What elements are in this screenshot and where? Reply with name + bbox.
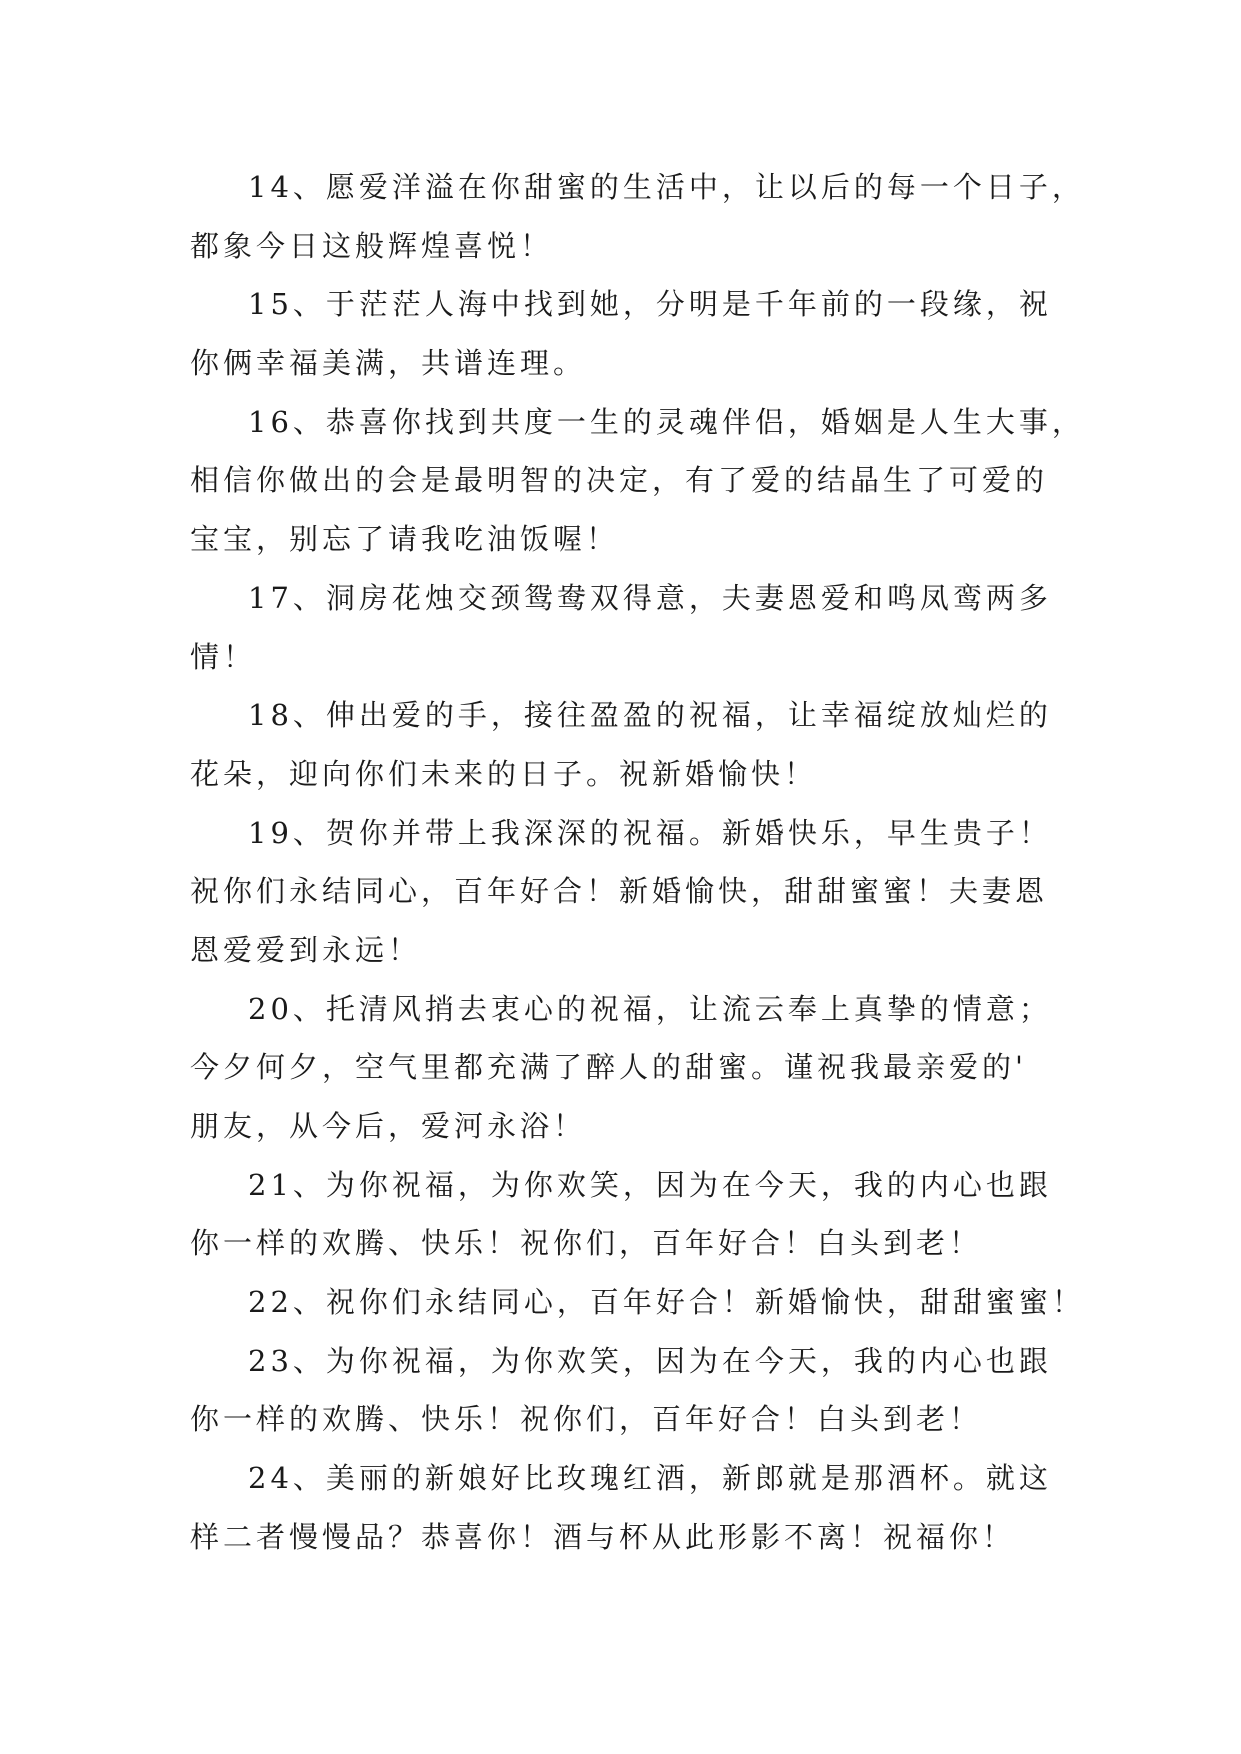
text-line: 祝你们永结同心，百年好合！新婚愉快，甜甜蜜蜜！夫妻恩	[190, 874, 1049, 909]
text-line: 21、为你祝福，为你欢笑，因为在今天，我的内心也跟	[248, 1167, 1052, 1202]
document-body	[190, 158, 1085, 1567]
text-line: 17、洞房花烛交颈鸳鸯双得意，夫妻恩爱和鸣凤鸾两多	[248, 580, 1052, 615]
text-line: 23、为你祝福，为你欢笑，因为在今天，我的内心也跟	[248, 1343, 1052, 1378]
text-line: 花朵，迎向你们未来的日子。祝新婚愉快！	[190, 756, 818, 791]
text-line: 你一样的欢腾、快乐！祝你们，百年好合！白头到老！	[190, 1402, 983, 1437]
text-line: 16、恭喜你找到共度一生的灵魂伴侣，婚姻是人生大事，	[248, 404, 1085, 439]
text-line: 相信你做出的会是最明智的决定，有了爱的结晶生了可爱的	[190, 463, 1049, 498]
text-line: 都象今日这般辉煌喜悦！	[190, 228, 554, 263]
text-line: 22、祝你们永结同心，百年好合！新婚愉快，甜甜蜜蜜！	[248, 1285, 1085, 1320]
text-line: 今夕何夕，空气里都充满了醉人的甜蜜。谨祝我最亲爱的'	[190, 1050, 1027, 1085]
text-line: 你一样的欢腾、快乐！祝你们，百年好合！白头到老！	[190, 1226, 983, 1261]
text-line: 情！	[190, 639, 257, 674]
text-line: 18、伸出爱的手，接往盈盈的祝福，让幸福绽放灿烂的	[248, 698, 1052, 733]
text-line: 14、愿爱洋溢在你甜蜜的生活中，让以后的每一个日子，	[248, 170, 1085, 204]
text-line: 19、贺你并带上我深深的祝福。新婚快乐，早生贵子！	[248, 815, 1052, 850]
text-line: 恩爱爱到永远！	[190, 932, 422, 967]
text-line: 24、美丽的新娘好比玫瑰红酒，新郎就是那酒杯。就这	[248, 1461, 1052, 1496]
text-line: 15、于茫茫人海中找到她，分明是千年前的一段缘，祝	[248, 287, 1052, 322]
text-line: 样二者慢慢品？恭喜你！酒与杯从此形影不离！祝福你！	[190, 1519, 1016, 1554]
text-line: 20、托清风捎去衷心的祝福，让流云奉上真挚的情意；	[248, 991, 1052, 1026]
text-line: 你俩幸福美满，共谱连理。	[190, 346, 587, 381]
text-line: 朋友，从今后，爱河永浴！	[190, 1109, 587, 1143]
text-line: 宝宝，别忘了请我吃油饭喔！	[190, 522, 620, 557]
